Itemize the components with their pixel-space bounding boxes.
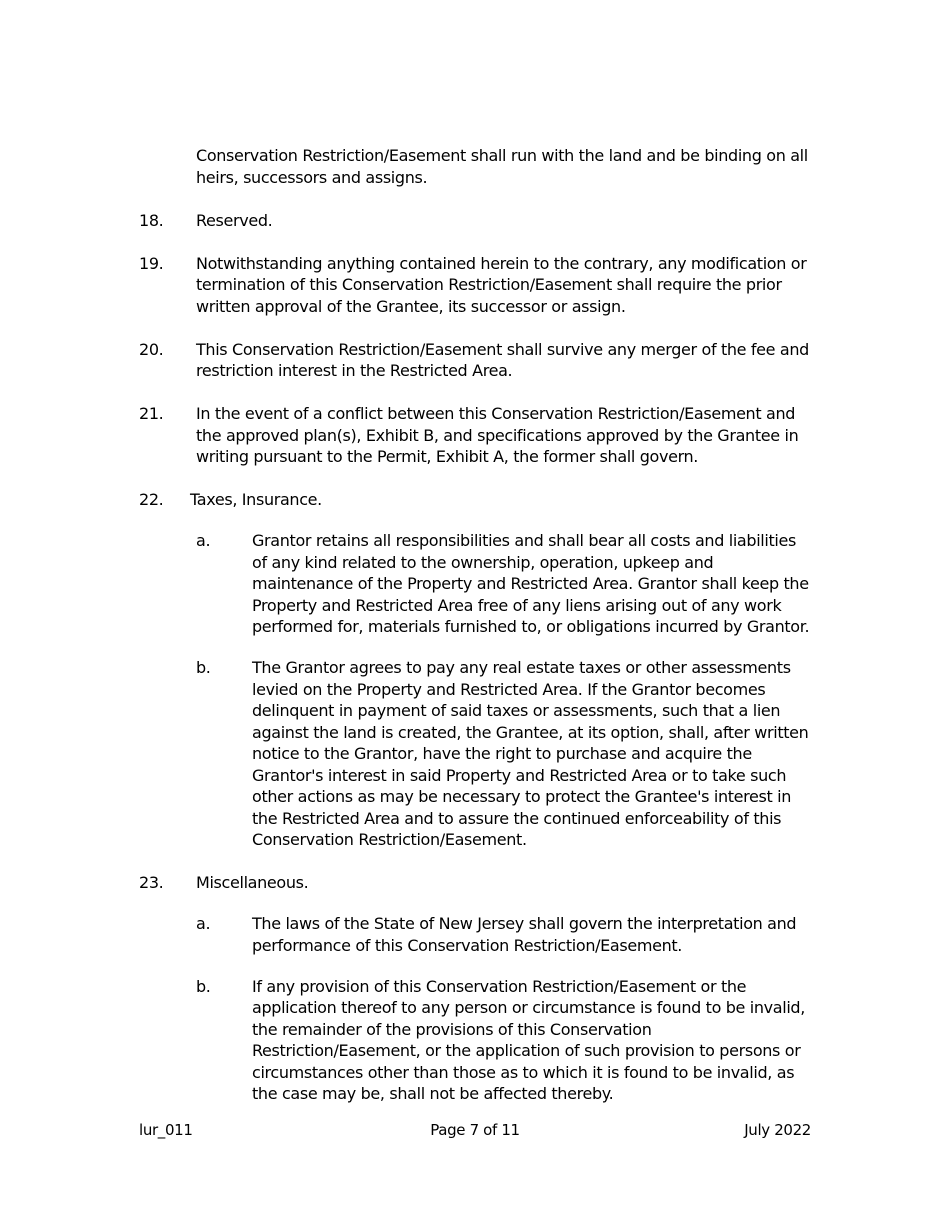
section-19: [139, 253, 811, 318]
section-text: Reserved.: [196, 210, 273, 230]
section-22-item-b: [196, 657, 811, 851]
item-letter: b.: [196, 976, 211, 996]
section-22-item-a: [196, 530, 811, 638]
page-number: Page 7 of 11: [430, 1121, 520, 1139]
page-footer: [139, 1121, 811, 1143]
section-number: 18.: [139, 210, 164, 230]
item-text: The Grantor agrees to pay any real estate taxes or other assessments levied on the Property and Restricted Area. If the Grantor becomes delinquent in payment of said taxes or assessments, such that a lien against the land is created, the Grantee, at its option, shall, after written notice to the Grantor, have the right to purchase and acquire the Grantor's interest in said Property and Restricted Area or to take such other actions as may be necessary to protect the Grantee's interest in the Restricted Area and to assure the continued enforceability of this Conservation Restriction/Easement.: [252, 658, 809, 849]
footer-date: July 2022: [744, 1121, 811, 1139]
section-21: [139, 403, 811, 468]
section-number: 20.: [139, 339, 164, 359]
item-text: If any provision of this Conservation Restriction/Easement or the application thereof to any person or circumstance is found to be invalid, the remainder of the provisions of this Conservation Restriction/Easement, or the application of such provision to persons or circumstances other than those as to which it is found to be invalid, as the case may be, shall not be affected thereby.: [252, 976, 805, 1103]
section-number: 21.: [139, 404, 164, 423]
section-23-item-a: [196, 913, 811, 956]
form-id: lur_011: [139, 1121, 193, 1139]
continuation-paragraph: Conservation Restriction/Easement shall run with the land and be binding on all heirs, successors and assigns.: [196, 146, 808, 187]
item-text: The laws of the State of New Jersey shall govern the interpretation and performance of this Conservation Restriction/Easement.: [252, 914, 797, 955]
section-text: Notwithstanding anything contained herein to the contrary, any modification or termination of this Conservation Restriction/Easement shall require the prior written approval of the Grantee, its successor or assign.: [196, 253, 807, 316]
section-heading: Miscellaneous.: [196, 873, 309, 892]
section-number: 19.: [139, 253, 164, 273]
section-text: This Conservation Restriction/Easement shall survive any merger of the fee and restriction interest in the Restricted Area.: [196, 339, 809, 380]
section-22: [139, 489, 811, 511]
section-text: In the event of a conflict between this Conservation Restriction/Easement and the approved plan(s), Exhibit B, and specifications approved by the Grantee in writing pursuant to the Permit, Exhibit A, the former shall govern.: [196, 404, 799, 466]
section-18: [139, 210, 811, 232]
section-23-item-b: [196, 976, 811, 1105]
document-body: [139, 145, 811, 1126]
section-20: [139, 339, 811, 382]
section-23: [139, 872, 811, 894]
section-number: 23.: [139, 873, 164, 892]
item-letter: a.: [196, 531, 211, 550]
item-text: Grantor retains all responsibilities and shall bear all costs and liabilities of any kind related to the ownership, operation, upkeep and maintenance of the Property and Restricted Area. Grantor shall keep the Property and Restricted Area free of any liens arising out of any work performed for, materials furnished to, or obligations incurred by Grantor.: [252, 531, 810, 636]
section-number: 22.: [139, 490, 164, 509]
item-letter: b.: [196, 658, 211, 677]
section-heading: Taxes, Insurance.: [190, 490, 322, 509]
item-letter: a.: [196, 914, 211, 933]
